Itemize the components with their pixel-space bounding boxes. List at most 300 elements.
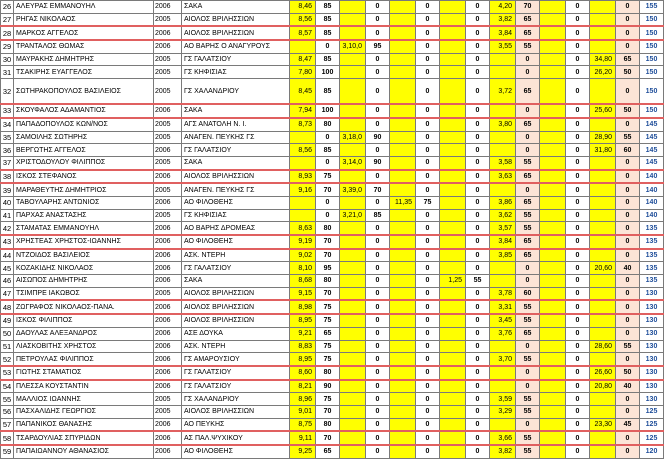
points-cell: 0 bbox=[466, 393, 490, 406]
birth-year-cell: 2006 bbox=[154, 40, 182, 53]
points-cell: 0 bbox=[616, 209, 640, 222]
points-cell: 0 bbox=[416, 156, 440, 169]
performance-cell: 11,35 bbox=[390, 196, 416, 209]
points-cell: 0 bbox=[566, 327, 590, 340]
performance-cell bbox=[490, 340, 516, 353]
performance-cell bbox=[540, 431, 566, 445]
rank-cell: 59 bbox=[1, 445, 14, 458]
birth-year-cell: 2006 bbox=[154, 275, 182, 288]
athlete-name-cell: ΚΟΖΑΚΙΔΗΣ ΝΙΚΟΛΑΟΣ bbox=[14, 262, 154, 275]
athlete-name-cell: ΑΙΣΩΠΟΣ ΔΗΜΗΤΡΗΣ bbox=[14, 275, 154, 288]
points-cell: 0 bbox=[416, 275, 440, 288]
performance-cell: 8,83 bbox=[290, 340, 316, 353]
points-cell: 0 bbox=[616, 249, 640, 262]
club-cell: ΓΣ ΓΑΛΑΤΣΙΟΥ bbox=[182, 262, 290, 275]
points-cell: 0 bbox=[366, 380, 390, 393]
performance-cell bbox=[440, 431, 466, 445]
total-points-cell: 140 bbox=[640, 209, 664, 222]
birth-year-cell: 2005 bbox=[154, 53, 182, 66]
performance-cell: 8,56 bbox=[290, 13, 316, 26]
performance-cell bbox=[390, 209, 416, 222]
club-cell: ΣΑΚΑ bbox=[182, 156, 290, 169]
total-points-cell: 150 bbox=[640, 53, 664, 66]
points-cell: 0 bbox=[316, 40, 340, 53]
performance-cell bbox=[540, 53, 566, 66]
performance-cell bbox=[340, 340, 366, 353]
athlete-name-cell: ΤΣΑΡΔΟΥΛΙΑΣ ΣΠΥΡΙΔΩΝ bbox=[14, 431, 154, 445]
total-points-cell: 135 bbox=[640, 262, 664, 275]
points-cell: 0 bbox=[616, 300, 640, 314]
points-cell: 0 bbox=[466, 53, 490, 66]
club-cell: ΓΣ ΓΑΛΑΤΣΙΟΥ bbox=[182, 380, 290, 393]
performance-cell bbox=[440, 340, 466, 353]
performance-cell bbox=[540, 1, 566, 14]
birth-year-cell: 2006 bbox=[154, 26, 182, 40]
performance-cell bbox=[440, 300, 466, 314]
performance-cell bbox=[590, 353, 616, 366]
points-cell: 80 bbox=[316, 222, 340, 235]
points-cell: 0 bbox=[466, 66, 490, 79]
performance-cell: 3,85 bbox=[490, 249, 516, 262]
performance-cell bbox=[540, 314, 566, 327]
points-cell: 0 bbox=[466, 300, 490, 314]
performance-cell bbox=[490, 275, 516, 288]
points-cell: 0 bbox=[566, 222, 590, 235]
points-cell: 45 bbox=[616, 418, 640, 431]
points-cell: 85 bbox=[316, 26, 340, 40]
performance-cell bbox=[390, 156, 416, 169]
points-cell: 60 bbox=[516, 287, 540, 300]
rank-cell: 56 bbox=[1, 405, 14, 418]
performance-cell: 8,60 bbox=[290, 366, 316, 380]
points-cell: 0 bbox=[316, 131, 340, 144]
performance-cell bbox=[590, 249, 616, 262]
points-cell: 50 bbox=[616, 366, 640, 380]
performance-cell: 8,21 bbox=[290, 380, 316, 393]
points-cell: 0 bbox=[466, 144, 490, 157]
performance-cell bbox=[390, 405, 416, 418]
club-cell: ΑΙΟΛΟΣ ΒΡΙΛΗΣΣΙΩΝ bbox=[182, 170, 290, 184]
performance-cell: 8,45 bbox=[290, 79, 316, 105]
points-cell: 55 bbox=[516, 222, 540, 235]
points-cell: 0 bbox=[616, 222, 640, 235]
points-cell: 65 bbox=[516, 249, 540, 262]
club-cell: ΓΣ ΓΑΛΑΤΣΙΟΥ bbox=[182, 53, 290, 66]
performance-cell bbox=[590, 393, 616, 406]
points-cell: 65 bbox=[316, 327, 340, 340]
athlete-name-cell: ΜΑΡΚΟΣ ΑΓΓΕΛΟΣ bbox=[14, 26, 154, 40]
rank-cell: 29 bbox=[1, 40, 14, 53]
birth-year-cell: 2005 bbox=[154, 183, 182, 196]
total-points-cell: 135 bbox=[640, 275, 664, 288]
performance-cell: 23,30 bbox=[590, 418, 616, 431]
points-cell: 70 bbox=[316, 287, 340, 300]
total-points-cell: 150 bbox=[640, 13, 664, 26]
performance-cell bbox=[540, 393, 566, 406]
table-row bbox=[1, 1, 664, 14]
athlete-name-cell: ΧΡΗΣΤΕΑΣ ΧΡΗΣΤΟΣ-ΙΩΑΝΝΗΣ bbox=[14, 235, 154, 249]
points-cell: 0 bbox=[416, 380, 440, 393]
performance-cell bbox=[540, 340, 566, 353]
performance-cell bbox=[440, 314, 466, 327]
performance-cell bbox=[490, 66, 516, 79]
points-cell: 0 bbox=[466, 353, 490, 366]
points-cell: 95 bbox=[316, 262, 340, 275]
rank-cell: 26 bbox=[1, 1, 14, 14]
performance-cell: 3,78 bbox=[490, 287, 516, 300]
performance-cell bbox=[540, 170, 566, 184]
total-points-cell: 150 bbox=[640, 40, 664, 53]
points-cell: 0 bbox=[366, 327, 390, 340]
points-cell: 0 bbox=[416, 209, 440, 222]
table-row bbox=[1, 26, 664, 40]
performance-cell bbox=[540, 418, 566, 431]
points-cell: 85 bbox=[316, 53, 340, 66]
athlete-name-cell: ΓΙΩΤΗΣ ΣΤΑΜΑΤΙΟΣ bbox=[14, 366, 154, 380]
performance-cell: 8,95 bbox=[290, 314, 316, 327]
performance-cell bbox=[490, 144, 516, 157]
points-cell: 0 bbox=[416, 300, 440, 314]
athlete-name-cell: ΡΗΓΑΣ ΝΙΚΟΛΑΟΣ bbox=[14, 13, 154, 26]
points-cell: 0 bbox=[466, 235, 490, 249]
points-cell: 0 bbox=[416, 118, 440, 131]
points-cell: 0 bbox=[416, 393, 440, 406]
performance-cell bbox=[590, 314, 616, 327]
points-cell: 0 bbox=[416, 53, 440, 66]
performance-cell: 26,20 bbox=[590, 66, 616, 79]
total-points-cell: 145 bbox=[640, 156, 664, 169]
table-row bbox=[1, 66, 664, 79]
points-cell: 55 bbox=[516, 353, 540, 366]
performance-cell: 8,46 bbox=[290, 1, 316, 14]
birth-year-cell: 2006 bbox=[154, 327, 182, 340]
performance-cell bbox=[390, 445, 416, 458]
table-row bbox=[1, 445, 664, 458]
points-cell: 0 bbox=[416, 353, 440, 366]
points-cell: 0 bbox=[466, 104, 490, 118]
points-cell: 70 bbox=[316, 431, 340, 445]
points-cell: 0 bbox=[466, 156, 490, 169]
points-cell: 70 bbox=[366, 183, 390, 196]
performance-cell bbox=[540, 353, 566, 366]
club-cell: ΑΣ ΠΑΛ.ΨΥΧΙΚΟΥ bbox=[182, 431, 290, 445]
performance-cell: 3,55 bbox=[490, 40, 516, 53]
performance-cell: 3,58 bbox=[490, 156, 516, 169]
performance-cell bbox=[440, 40, 466, 53]
birth-year-cell: 2006 bbox=[154, 431, 182, 445]
performance-cell: 3,14,0 bbox=[340, 156, 366, 169]
performance-cell bbox=[590, 26, 616, 40]
birth-year-cell: 2006 bbox=[154, 366, 182, 380]
performance-cell bbox=[540, 366, 566, 380]
athlete-name-cell: ΠΑΠΑΔΟΠΟΥΛΟΣ ΚΩΝ/ΝΟΣ bbox=[14, 118, 154, 131]
performance-cell: 3,86 bbox=[490, 196, 516, 209]
points-cell: 0 bbox=[566, 431, 590, 445]
points-cell: 0 bbox=[366, 170, 390, 184]
performance-cell bbox=[440, 262, 466, 275]
performance-cell: 8,96 bbox=[290, 393, 316, 406]
club-cell: ΑΓΣ ΑΝΑΤΟΛΗ Ν. Ι. bbox=[182, 118, 290, 131]
points-cell: 0 bbox=[566, 262, 590, 275]
points-cell: 75 bbox=[316, 353, 340, 366]
points-cell: 0 bbox=[366, 340, 390, 353]
points-cell: 0 bbox=[566, 196, 590, 209]
performance-cell bbox=[340, 144, 366, 157]
points-cell: 0 bbox=[516, 144, 540, 157]
performance-cell bbox=[540, 380, 566, 393]
points-cell: 0 bbox=[516, 418, 540, 431]
performance-cell bbox=[590, 405, 616, 418]
points-cell: 0 bbox=[366, 405, 390, 418]
points-cell: 55 bbox=[516, 300, 540, 314]
club-cell: ΑΟ ΦΙΛΟΘΕΗΣ bbox=[182, 196, 290, 209]
points-cell: 0 bbox=[566, 170, 590, 184]
rank-cell: 36 bbox=[1, 144, 14, 157]
points-cell: 0 bbox=[366, 314, 390, 327]
performance-cell: 8,68 bbox=[290, 275, 316, 288]
points-cell: 55 bbox=[466, 275, 490, 288]
performance-cell bbox=[590, 209, 616, 222]
birth-year-cell: 2005 bbox=[154, 209, 182, 222]
points-cell: 55 bbox=[516, 431, 540, 445]
performance-cell bbox=[390, 262, 416, 275]
performance-cell bbox=[540, 196, 566, 209]
performance-cell bbox=[440, 209, 466, 222]
points-cell: 0 bbox=[516, 380, 540, 393]
performance-cell bbox=[440, 249, 466, 262]
points-cell: 85 bbox=[316, 13, 340, 26]
points-cell: 40 bbox=[616, 380, 640, 393]
performance-cell bbox=[540, 222, 566, 235]
performance-cell bbox=[590, 40, 616, 53]
points-cell: 0 bbox=[566, 104, 590, 118]
performance-cell bbox=[440, 445, 466, 458]
performance-cell bbox=[440, 26, 466, 40]
performance-cell bbox=[290, 40, 316, 53]
performance-cell bbox=[340, 327, 366, 340]
points-cell: 0 bbox=[516, 66, 540, 79]
athlete-name-cell: ΧΡΙΣΤΟΔΟΥΛΟΥ ΦΙΛΙΠΠΟΣ bbox=[14, 156, 154, 169]
table-row bbox=[1, 393, 664, 406]
points-cell: 0 bbox=[466, 131, 490, 144]
points-cell: 80 bbox=[316, 275, 340, 288]
points-cell: 0 bbox=[366, 196, 390, 209]
points-cell: 0 bbox=[416, 235, 440, 249]
performance-cell bbox=[340, 431, 366, 445]
points-cell: 0 bbox=[616, 275, 640, 288]
performance-cell bbox=[340, 104, 366, 118]
performance-cell bbox=[540, 144, 566, 157]
performance-cell bbox=[340, 314, 366, 327]
performance-cell bbox=[340, 249, 366, 262]
performance-cell bbox=[440, 104, 466, 118]
performance-cell bbox=[540, 300, 566, 314]
birth-year-cell: 2006 bbox=[154, 144, 182, 157]
performance-cell bbox=[440, 183, 466, 196]
performance-cell bbox=[490, 262, 516, 275]
performance-cell: 3,82 bbox=[490, 13, 516, 26]
points-cell: 0 bbox=[566, 66, 590, 79]
total-points-cell: 130 bbox=[640, 393, 664, 406]
performance-cell bbox=[390, 393, 416, 406]
athlete-name-cell: ΜΑΡΑΘΕΥΤΗΣ ΔΗΜΗΤΡΙΟΣ bbox=[14, 183, 154, 196]
performance-cell: 34,80 bbox=[590, 53, 616, 66]
points-cell: 0 bbox=[566, 79, 590, 105]
total-points-cell: 120 bbox=[640, 445, 664, 458]
points-cell: 65 bbox=[516, 118, 540, 131]
points-cell: 55 bbox=[516, 405, 540, 418]
rank-cell: 50 bbox=[1, 327, 14, 340]
total-points-cell: 150 bbox=[640, 104, 664, 118]
table-row bbox=[1, 209, 664, 222]
table-row bbox=[1, 79, 664, 105]
points-cell: 70 bbox=[316, 249, 340, 262]
table-body bbox=[1, 1, 664, 459]
performance-cell bbox=[540, 156, 566, 169]
total-points-cell: 140 bbox=[640, 196, 664, 209]
points-cell: 40 bbox=[616, 262, 640, 275]
performance-cell: 3,84 bbox=[490, 26, 516, 40]
points-cell: 0 bbox=[366, 118, 390, 131]
points-cell: 0 bbox=[416, 340, 440, 353]
athlete-name-cell: ΒΕΡΓΩΤΗΣ ΑΓΓΕΛΟΣ bbox=[14, 144, 154, 157]
points-cell: 75 bbox=[316, 314, 340, 327]
points-cell: 0 bbox=[566, 275, 590, 288]
points-cell: 0 bbox=[566, 144, 590, 157]
points-cell: 90 bbox=[366, 131, 390, 144]
table-row bbox=[1, 287, 664, 300]
performance-cell bbox=[340, 235, 366, 249]
points-cell: 55 bbox=[516, 445, 540, 458]
points-cell: 55 bbox=[516, 156, 540, 169]
athlete-name-cell: ΜΑΛΛΙΟΣ ΙΩΑΝΝΗΣ bbox=[14, 393, 154, 406]
points-cell: 0 bbox=[466, 79, 490, 105]
performance-cell: 20,60 bbox=[590, 262, 616, 275]
performance-cell bbox=[390, 144, 416, 157]
performance-cell: 9,11 bbox=[290, 431, 316, 445]
total-points-cell: 125 bbox=[640, 418, 664, 431]
table-row bbox=[1, 183, 664, 196]
performance-cell bbox=[590, 170, 616, 184]
points-cell: 0 bbox=[566, 380, 590, 393]
performance-cell: 3,70 bbox=[490, 353, 516, 366]
club-cell: ΑΟ ΒΑΡΗΣ Ο ΑΝΑΓΥΡΟΥΣ bbox=[182, 40, 290, 53]
birth-year-cell: 2006 bbox=[154, 104, 182, 118]
performance-cell bbox=[390, 314, 416, 327]
points-cell: 0 bbox=[466, 340, 490, 353]
points-cell: 0 bbox=[416, 13, 440, 26]
performance-cell bbox=[590, 235, 616, 249]
performance-cell bbox=[590, 327, 616, 340]
points-cell: 0 bbox=[366, 13, 390, 26]
points-cell: 0 bbox=[416, 183, 440, 196]
club-cell: ΓΣ ΓΑΛΑΤΣΙΟΥ bbox=[182, 144, 290, 157]
performance-cell: 25,60 bbox=[590, 104, 616, 118]
performance-cell bbox=[340, 393, 366, 406]
performance-cell bbox=[440, 327, 466, 340]
points-cell: 75 bbox=[316, 340, 340, 353]
performance-cell bbox=[440, 222, 466, 235]
table-row bbox=[1, 222, 664, 235]
points-cell: 0 bbox=[416, 418, 440, 431]
performance-cell bbox=[540, 131, 566, 144]
points-cell: 0 bbox=[416, 66, 440, 79]
performance-cell: 31,80 bbox=[590, 144, 616, 157]
performance-cell bbox=[540, 249, 566, 262]
performance-cell bbox=[540, 26, 566, 40]
points-cell: 0 bbox=[466, 183, 490, 196]
points-cell: 70 bbox=[316, 405, 340, 418]
points-cell: 0 bbox=[416, 104, 440, 118]
performance-cell bbox=[290, 131, 316, 144]
birth-year-cell: 2006 bbox=[154, 1, 182, 14]
performance-cell: 8,63 bbox=[290, 222, 316, 235]
table-row bbox=[1, 13, 664, 26]
athlete-name-cell: ΣΩΤΗΡΑΚΟΠΟΥΛΟΣ ΒΑΣΙΛΕΙΟΣ bbox=[14, 79, 154, 105]
points-cell: 100 bbox=[316, 66, 340, 79]
table-row bbox=[1, 249, 664, 262]
athlete-name-cell: ΖΩΓΡΑΦΟΣ ΝΙΚΟΛΑΟΣ-ΠΑΝΑ. bbox=[14, 300, 154, 314]
performance-cell bbox=[590, 196, 616, 209]
table-row bbox=[1, 40, 664, 53]
rank-cell: 35 bbox=[1, 131, 14, 144]
performance-cell bbox=[340, 366, 366, 380]
rank-cell: 42 bbox=[1, 222, 14, 235]
performance-cell: 3,82 bbox=[490, 445, 516, 458]
club-cell: ΣΑΚΑ bbox=[182, 1, 290, 14]
points-cell: 65 bbox=[316, 445, 340, 458]
performance-cell bbox=[390, 13, 416, 26]
performance-cell: 9,25 bbox=[290, 445, 316, 458]
points-cell: 0 bbox=[616, 445, 640, 458]
performance-cell: 9,15 bbox=[290, 287, 316, 300]
performance-cell bbox=[340, 53, 366, 66]
performance-cell: 8,57 bbox=[290, 26, 316, 40]
performance-cell bbox=[390, 118, 416, 131]
club-cell: ΓΣ ΚΗΦΙΣΙΑΣ bbox=[182, 66, 290, 79]
table-row bbox=[1, 431, 664, 445]
performance-cell: 9,02 bbox=[290, 249, 316, 262]
points-cell: 0 bbox=[366, 1, 390, 14]
performance-cell bbox=[340, 418, 366, 431]
performance-cell bbox=[540, 445, 566, 458]
points-cell: 0 bbox=[566, 314, 590, 327]
points-cell: 0 bbox=[566, 183, 590, 196]
table-row bbox=[1, 366, 664, 380]
rank-cell: 34 bbox=[1, 118, 14, 131]
total-points-cell: 150 bbox=[640, 66, 664, 79]
performance-cell bbox=[440, 79, 466, 105]
performance-cell bbox=[390, 26, 416, 40]
points-cell: 0 bbox=[466, 209, 490, 222]
points-cell: 0 bbox=[316, 156, 340, 169]
performance-cell bbox=[390, 235, 416, 249]
performance-cell: 3,84 bbox=[490, 235, 516, 249]
performance-cell bbox=[390, 431, 416, 445]
performance-cell bbox=[490, 104, 516, 118]
points-cell: 0 bbox=[466, 196, 490, 209]
club-cell: ΑΝΑΓΕΝ. ΠΕΥΚΗΣ ΓΣ bbox=[182, 131, 290, 144]
points-cell: 0 bbox=[616, 156, 640, 169]
table-row bbox=[1, 131, 664, 144]
club-cell: ΑΙΟΛΟΣ ΒΡΙΛΗΣΣΙΩΝ bbox=[182, 300, 290, 314]
points-cell: 0 bbox=[616, 1, 640, 14]
points-cell: 0 bbox=[616, 118, 640, 131]
birth-year-cell: 2006 bbox=[154, 222, 182, 235]
club-cell: ΑΣΚ. ΝΤΕΡΗ bbox=[182, 249, 290, 262]
performance-cell bbox=[590, 287, 616, 300]
athlete-name-cell: ΤΑΒΟΥΛΑΡΗΣ ΑΝΤΩΝΙΟΣ bbox=[14, 196, 154, 209]
